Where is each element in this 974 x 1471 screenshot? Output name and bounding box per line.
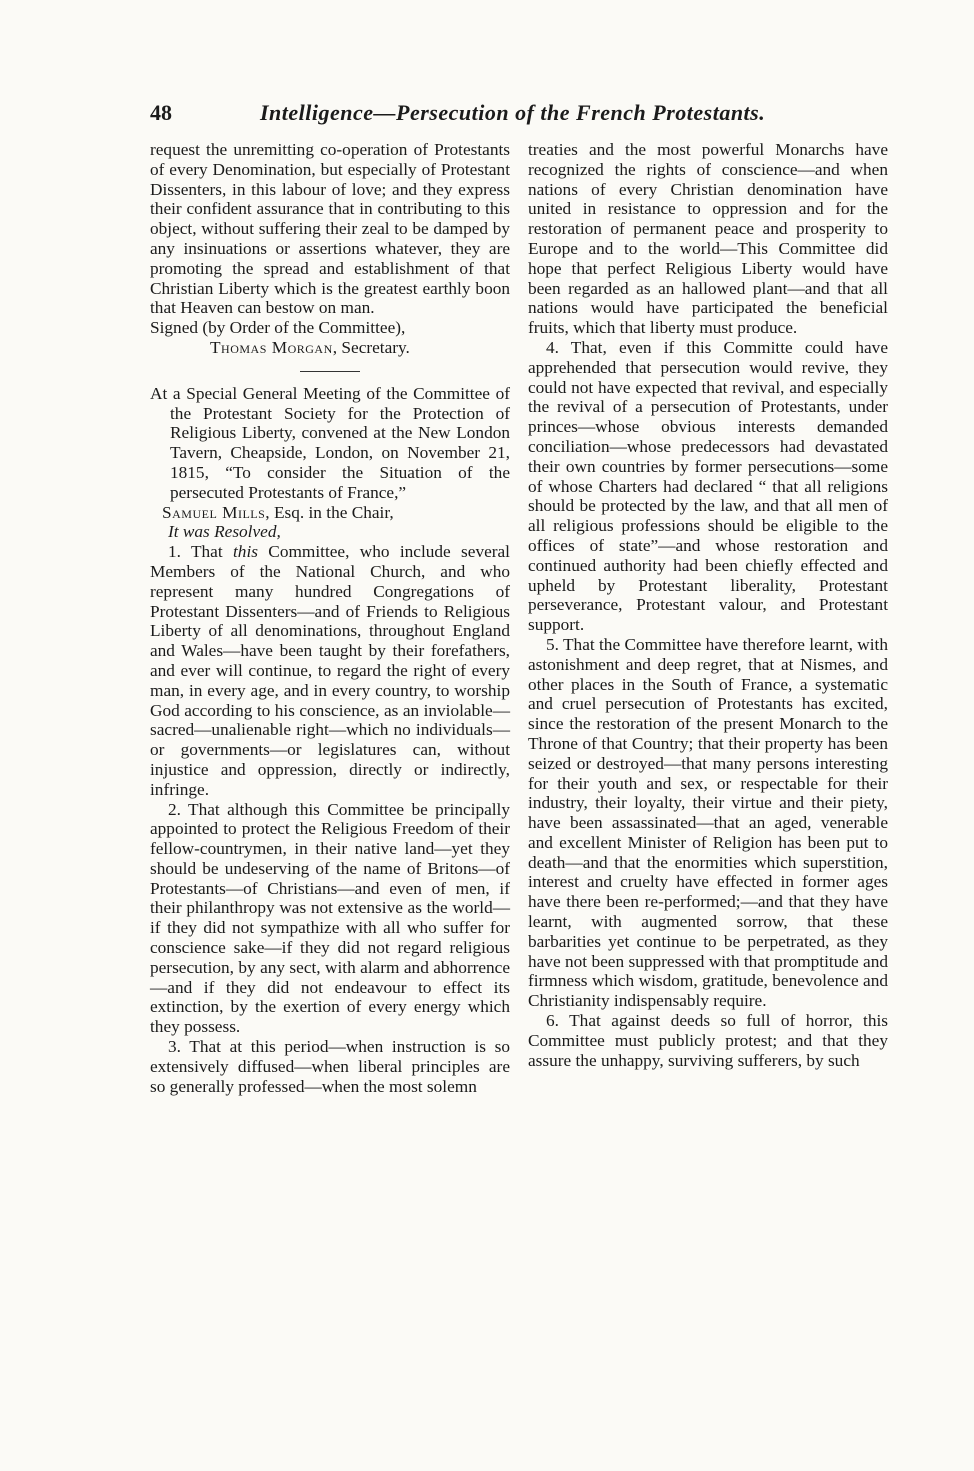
resolution-2: 2. That although this Committee be principally appointed to protect the Religious Freedom of their fellow-countrymen, in their native land—yet they should be undeserving of the name of Britons—of Protestants—of Christians—and even of men, if their philanthropy was not extensive as the world—if they did not sympathize with all who suffer for conscience sake—if they did not regard religious persecution, by any sect, with alarm and abhorrence—and if they did not endeavour to effect its extinction, by the exertion of every energy which they possess. xyxy=(150,799,510,1037)
signature-line xyxy=(150,338,510,358)
resolution-1-emphasis: this xyxy=(233,542,258,562)
secretary-name: Thomas Morgan xyxy=(210,337,333,357)
page-number: 48 xyxy=(150,100,172,125)
section-divider xyxy=(300,371,360,372)
running-title: Intelligence—Persecution of the French Protestants. xyxy=(260,100,766,125)
resolved-line: It was Resolved, xyxy=(168,522,281,542)
resolution-3-continued: treaties and the most powerful Monarchs have recognized the rights of conscience—and when nations of every Christian denomination have united in resistance to oppression and for the restoration of permanent peace and prosperity to Europe and to the world—This Committee did hope that perfect Religious Liberty would have been regarded as an hallowed plant—and that all nations would have participated the beneficial fruits, which that liberty must produce. xyxy=(528,140,888,338)
resolution-1-start: 1. That xyxy=(168,542,233,562)
resolution-1 xyxy=(150,542,510,799)
resolution-5: 5. That the Committee have therefore learnt, with astonishment and deep regret, that at Nismes, and other places in the South of France, a systematic and cruel persecution of Protestants has excited, since the restoration of the present Monarch to the Throne of that Country; that their property has been seized or destroyed—that many persons interesting for their youth and sex, or respectable for their industry, their loyalty, their virtue and their piety, have been assassinated—that an aged, venerable and excellent Minister of Religion has been put to death—and that the enormities which superstition, interest and cruelty have effected in former ages have there been re-performed;—and that they have learnt, with augmented sorrow, that these barbarities yet continue to be perpetrated, as they have not been suppressed with that promptitude and firmness which wisdom, gratitude, benevolence and Christianity indispensably require. xyxy=(528,634,888,1011)
left-column xyxy=(150,140,510,1096)
signed-line: Signed (by Order of the Committee), xyxy=(150,318,406,338)
right-column xyxy=(528,140,888,1070)
resolution-4: 4. That, even if this Committe could have apprehended that persecution would revive, they could not have expected that revival, and especially the revival of a persecution of Protestants, under princes—whose obvious interests demanded conciliation—whose predecessors had devastated their own countries by former persecutions—some of whose Charters had declared “ that all religions should be protected by the law, and that all men of all religious professions should be eligible to the offices of state”—and whose restoration and continued authority had been chiefly effected and upheld by Protestant liberality, Protestant perseverance, Protestant valour, and Protestant support. xyxy=(528,337,888,635)
resolution-3: 3. That at this period—when instruction is so extensively diffused—when liberal principles are so generally professed—when the most solemn xyxy=(150,1037,510,1096)
secretary-title: , Secretary. xyxy=(332,337,410,357)
resolution-1-body: Committee, who include several Members of the National Church, and who represent many hundred Congregations of Protestant Dissenters—and of Friends to Religious Liberty of all denominations, throughout England and Wales—have been taught by their forefathers, and ever will continue, to regard the right of every man, in every age, and in every country, to worship God according to his conscience, as an inviolable—sacred—unalienable right—which no individuals—or governments—or legislatures can, without injustice and oppression, directly or indirectly, infringe. xyxy=(150,542,510,799)
paragraph-appeal: request the unremitting co-operation of Protestants of every Denomination, but especially of Protestant Dissenters, in this labour of love; and they express their confident assurance that in contributing to this object, without suffering their zeal to be damped by any insinuations or assertions whatever, they are promoting the spread and establishment of that Christian Liberty which is the greatest earthly boon that Heaven can bestow on man. xyxy=(150,140,510,318)
meeting-heading: At a Special General Meeting of the Committee of the Protestant Society for the Protection of Religious Liberty, convened at the New London Tavern, Cheapside, London, on November 21, 1815, “To consider the Situation of the persecuted Protestants of France,” xyxy=(150,383,510,502)
chair-name: Samuel Mills xyxy=(162,502,266,522)
page-header xyxy=(150,100,890,132)
chair-rest: , Esq. in the Chair, xyxy=(265,502,394,522)
resolution-6: 6. That against deeds so full of horror, this Committee must publicly protest; and that they assure the unhappy, surviving sufferers, by such xyxy=(528,1011,888,1070)
chair-line xyxy=(150,503,510,523)
